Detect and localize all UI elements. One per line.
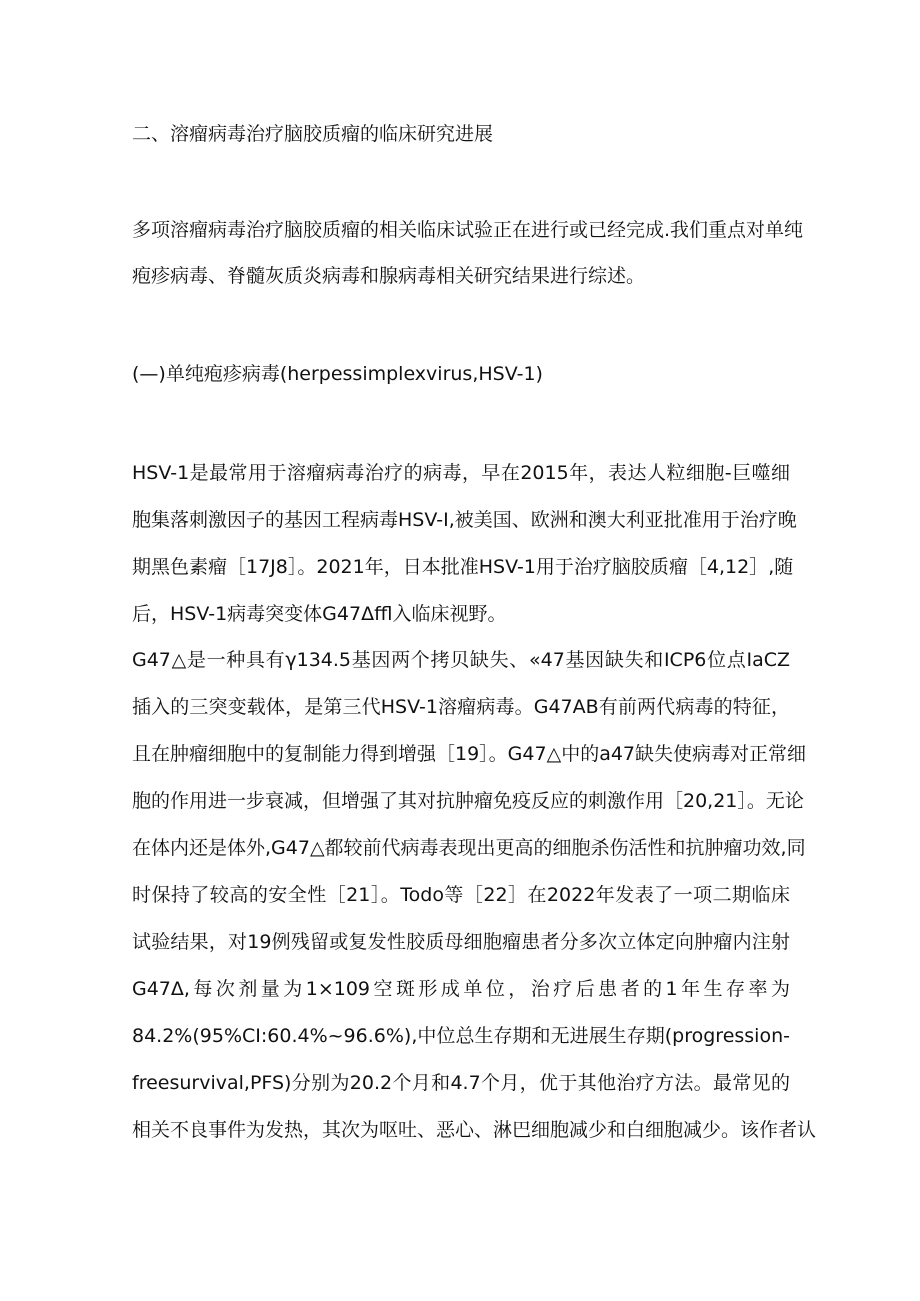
paragraph2-line-4: 胞的作用进一步衰减，但增强了其对抗肿瘤免疫反应的刺激作用［20,21］。无论 bbox=[132, 790, 804, 812]
subsection-heading: (—)单纯疱疹病毒(herpessimplexvirus,HSV-1) bbox=[132, 363, 543, 385]
paragraph1-line-3: 期黑色素瘤［17J8］。2021年，日本批准HSV-1用于治疗脑胶质瘤［4,12］,随 bbox=[132, 556, 794, 578]
paragraph2-line-6: 时保持了较高的安全性［21］。Todo等［22］在2022年发表了一项二期临床 bbox=[132, 884, 790, 906]
paragraph2-line-9: 84.2%(95%CI:60.4%~96.6%),中位总生存期和无进展生存期(progression- bbox=[132, 1025, 790, 1047]
paragraph2-line-8: G47Δ,每次剂量为1×109空斑形成单位，治疗后患者的1年生存率为 bbox=[132, 978, 790, 1000]
intro-line-2: 疱疹病毒、脊髓灰质炎病毒和腺病毒相关研究结果进行综述。 bbox=[132, 265, 646, 287]
paragraph2-line-10: freesurvival,PFS)分别为20.2个月和4.7个月，优于其他治疗方法。最常见的 bbox=[132, 1072, 790, 1094]
intro-line-1: 多项溶瘤病毒治疗脑胶质瘤的相关临床试验正在进行或已经完成.我们重点对单纯 bbox=[132, 219, 804, 241]
paragraph1-line-4: 后，HSV-1病毒突变体G47Δffl入临床视野。 bbox=[132, 603, 507, 625]
paragraph1-line-1: HSV-1是最常用于溶瘤病毒治疗的病毒，早在2015年，表达人粒细胞-巨噬细 bbox=[132, 462, 790, 484]
paragraph2-line-1: G47△是一种具有γ134.5基因两个拷贝缺失、«47基因缺失和ICP6位点IaCZ bbox=[132, 649, 790, 671]
paragraph1-line-2: 胞集落刺激因子的基因工程病毒HSV-I,被美国、欧洲和澳大利亚批准用于治疗晚 bbox=[132, 509, 797, 531]
section-heading: 二、溶瘤病毒治疗脑胶质瘤的临床研究进展 bbox=[132, 123, 494, 145]
paragraph2-line-11: 相关不良事件为发热，其次为呕吐、恶心、淋巴细胞减少和白细胞减少。该作者认 bbox=[132, 1119, 817, 1141]
paragraph2-line-7: 试验结果，对19例残留或复发性胶质母细胞瘤患者分多次立体定向肿瘤内注射 bbox=[132, 931, 790, 953]
paragraph2-line-2: 插入的三突变载体，是第三代HSV-1溶瘤病毒。G47AB有前两代病毒的特征， bbox=[132, 696, 790, 718]
paragraph2-line-3: 且在肿瘤细胞中的复制能力得到增强［19］。G47△中的a47缺失使病毒对正常细 bbox=[132, 743, 807, 765]
paragraph2-line-5: 在体内还是体外,G47△都较前代病毒表现出更高的细胞杀伤活性和抗肿瘤功效,同 bbox=[132, 837, 806, 859]
